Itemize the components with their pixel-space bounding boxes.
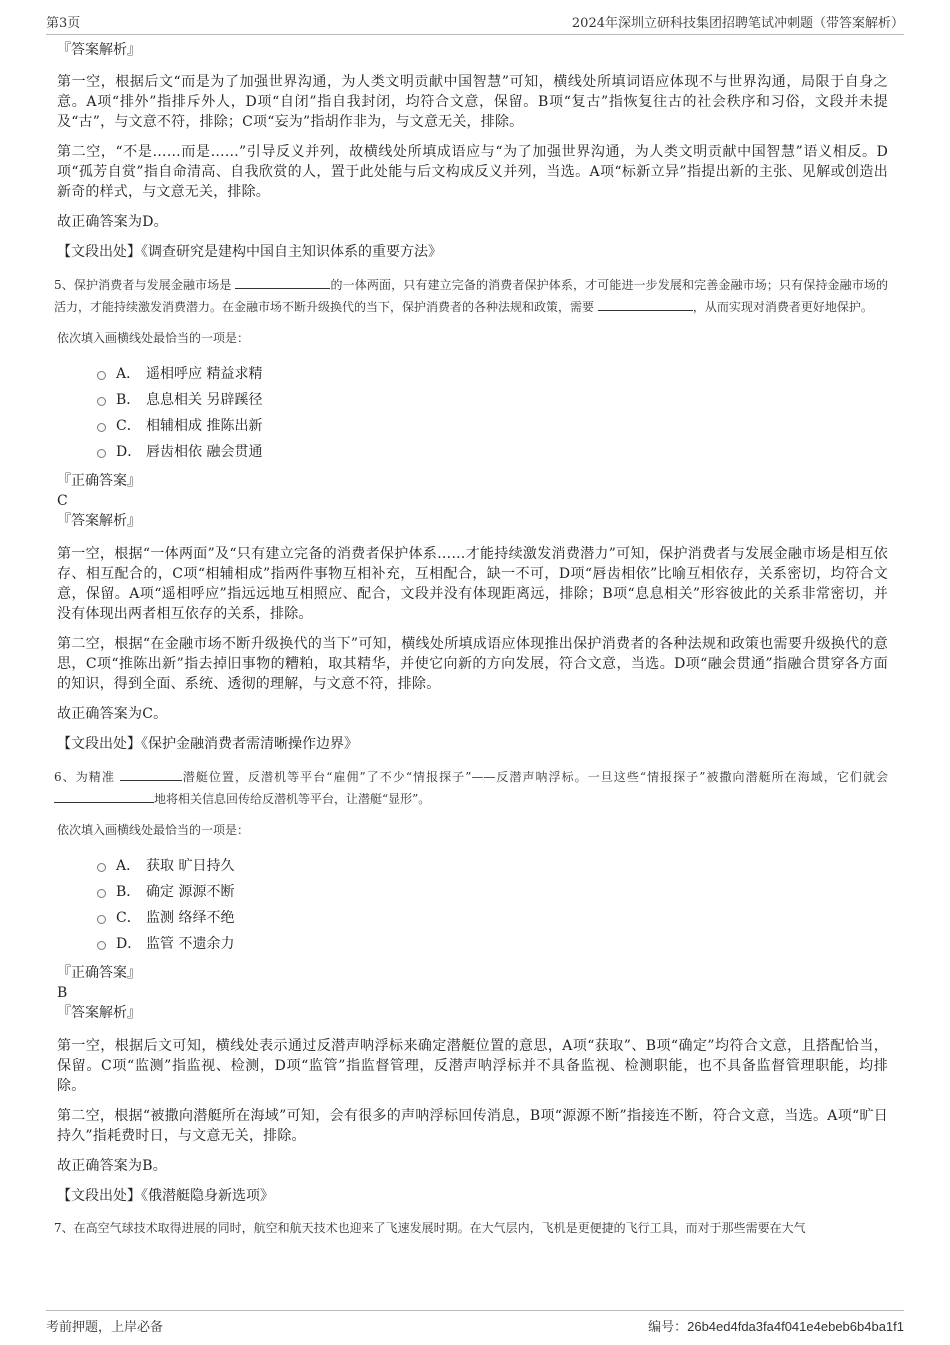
- instruction: 依次填入画横线处最恰当的一项是：: [57, 331, 250, 345]
- question-number: 7、: [54, 1221, 74, 1235]
- conclusion: 故正确答案为B。: [57, 1158, 167, 1174]
- radio-icon[interactable]: [97, 371, 106, 380]
- radio-icon[interactable]: [97, 397, 106, 406]
- radio-icon[interactable]: [97, 449, 106, 458]
- analysis-label: 『答案解析』: [57, 1005, 141, 1021]
- correct-answer-label: 『正确答案』: [57, 473, 141, 489]
- question-6-stem: 6、为精准 潜艇位置，反潜机等平台“雇佣”了不少“情报探子”——反潜声呐浮标。一旦这些“情报探子”被撒向潜艇所在海域，它们就会 地将相关信息回传给反潜机等平台，让潜艇“显形”。: [54, 766, 888, 810]
- analysis-paragraph: 第二空，“不是……而是……”引导反义并列，故横线处所填成语应与“为了加强世界沟通，为人类文明贡献中国智慧”语义相反。D项“孤芳自赏”指自命清高、自我欣赏的人，置于此处能与后文构成反义并列，当选。A项“标新立异”指提出新的主张、见解或创造出新奇的样式，与文意无关，排除。: [57, 144, 888, 200]
- option-c[interactable]: C． 相辅相成 推陈出新: [57, 412, 888, 438]
- fill-blank: [598, 296, 693, 311]
- radio-icon[interactable]: [97, 423, 106, 432]
- analysis-label: 『答案解析』: [57, 513, 141, 529]
- conclusion: 故正确答案为C。: [57, 706, 168, 722]
- conclusion: 故正确答案为D。: [57, 214, 168, 230]
- question-number: 6、: [54, 770, 76, 784]
- radio-icon[interactable]: [97, 889, 106, 898]
- fill-blank: [120, 766, 182, 781]
- analysis-paragraph: 第一空，根据“一体两面”及“只有建立完备的消费者保护体系……才能持续激发消费潜力”可知，保护消费者与发展金融市场是相互依存、相互配合的，C项“相辅相成”指两件事物互相补充，互相配合，缺一不可，D项“唇齿相依”比喻互相依存，关系密切，均符合文意，保留。A项“遥相呼应”指远远地互相照应、配合，文段并没有体现距离远，排除；B项“息息相关”形容彼此的关系非常密切，并没有体现出两者相互依存的关系，排除。: [57, 546, 888, 622]
- source-citation: 【文段出处】《俄潜艇隐身新选项》: [57, 1188, 274, 1204]
- option-b[interactable]: B． 确定 源源不断: [57, 878, 888, 904]
- radio-icon[interactable]: [97, 915, 106, 924]
- question-5-options: [57, 360, 888, 464]
- page-footer: [46, 1310, 904, 1335]
- question-5-stem: 5、保护消费者与发展金融市场是 的一体两面，只有建立完备的消费者保护体系，才可能进一步发展和完善金融市场；只有保持金融市场的活力，才能持续激发消费潜力。在金融市场不断升级换代的当下，保护消费者的各种法规和政策，需要 ，从而实现对消费者更好地保护。: [54, 274, 888, 318]
- analysis-paragraph: 第二空，根据“被撒向潜艇所在海域”可知，会有很多的声呐浮标回传消息，B项“源源不断”指接连不断，符合文意，当选。A项“旷日持久”指耗费时日，与文意无关，排除。: [57, 1108, 888, 1144]
- page-header: [46, 12, 904, 35]
- correct-answer: B: [57, 985, 68, 1001]
- document-code: 编号：26b4ed4fda3fa4f041e4ebeb6b4ba1f1: [648, 1319, 904, 1334]
- option-b[interactable]: B． 息息相关 另辟蹊径: [57, 386, 888, 412]
- footer-slogan: 考前押题，上岸必备: [46, 1320, 164, 1335]
- instruction: 依次填入画横线处最恰当的一项是：: [57, 823, 250, 837]
- option-a[interactable]: A． 遥相呼应 精益求精: [57, 360, 888, 386]
- radio-icon[interactable]: [97, 863, 106, 872]
- source-citation: 【文段出处】《调查研究是建构中国自主知识体系的重要方法》: [57, 244, 442, 260]
- radio-icon[interactable]: [97, 941, 106, 950]
- correct-answer: C: [57, 493, 68, 509]
- correct-answer-label: 『正确答案』: [57, 965, 141, 981]
- document-title: 2024年深圳立研科技集团招聘笔试冲刺题（带答案解析）: [571, 16, 904, 31]
- option-d[interactable]: D． 监管 不遗余力: [57, 930, 888, 956]
- analysis-label: 『答案解析』: [57, 42, 141, 58]
- question-number: 5、: [54, 278, 74, 292]
- option-c[interactable]: C． 监测 络绎不绝: [57, 904, 888, 930]
- analysis-paragraph: 第一空，根据后文“而是为了加强世界沟通，为人类文明贡献中国智慧”可知，横线处所填词语应体现不与世界沟通，局限于自身之意。A项“排外”指排斥外人，D项“自闭”指自我封闭，均符合文意，保留。B项“复古”指恢复往古的社会秩序和习俗，文段并未提及“古”，与文意不符，排除；C项“妄为”指胡作非为，与文意无关，排除。: [57, 74, 888, 130]
- source-citation: 【文段出处】《保护金融消费者需清晰操作边界》: [57, 736, 358, 752]
- option-d[interactable]: D． 唇齿相依 融会贯通: [57, 438, 888, 464]
- option-a[interactable]: A． 获取 旷日持久: [57, 852, 888, 878]
- fill-blank: [235, 274, 330, 289]
- question-6-options: [57, 852, 888, 956]
- document-body: [54, 40, 888, 1249]
- analysis-paragraph: 第一空，根据后文可知，横线处表示通过反潜声呐浮标来确定潜艇位置的意思，A项“获取”、B项“确定”均符合文意，且搭配恰当，保留。C项“监测”指监视、检测，D项“监管”指监督管理，反潜声呐浮标并不具备监视、检测职能，也不具备监督管理职能，均排除。: [57, 1038, 888, 1094]
- analysis-paragraph: 第二空，根据“在金融市场不断升级换代的当下”可知，横线处所填成语应体现推出保护消费者的各种法规和政策也需要升级换代的意思，C项“推陈出新”指去掉旧事物的糟粕，取其精华，并使它向新的方向发展，符合文意，当选。D项“融会贯通”指融合贯穿各方面的知识，得到全面、系统、透彻的理解，与文意不符，排除。: [57, 636, 888, 692]
- fill-blank: [54, 788, 154, 803]
- question-7-stem: 7、在高空气球技术取得进展的同时，航空和航天技术也迎来了飞速发展时期。在大气层内，飞机是更便捷的飞行工具，而对于那些需要在大气: [54, 1221, 806, 1235]
- page-number: 第3页: [46, 16, 81, 31]
